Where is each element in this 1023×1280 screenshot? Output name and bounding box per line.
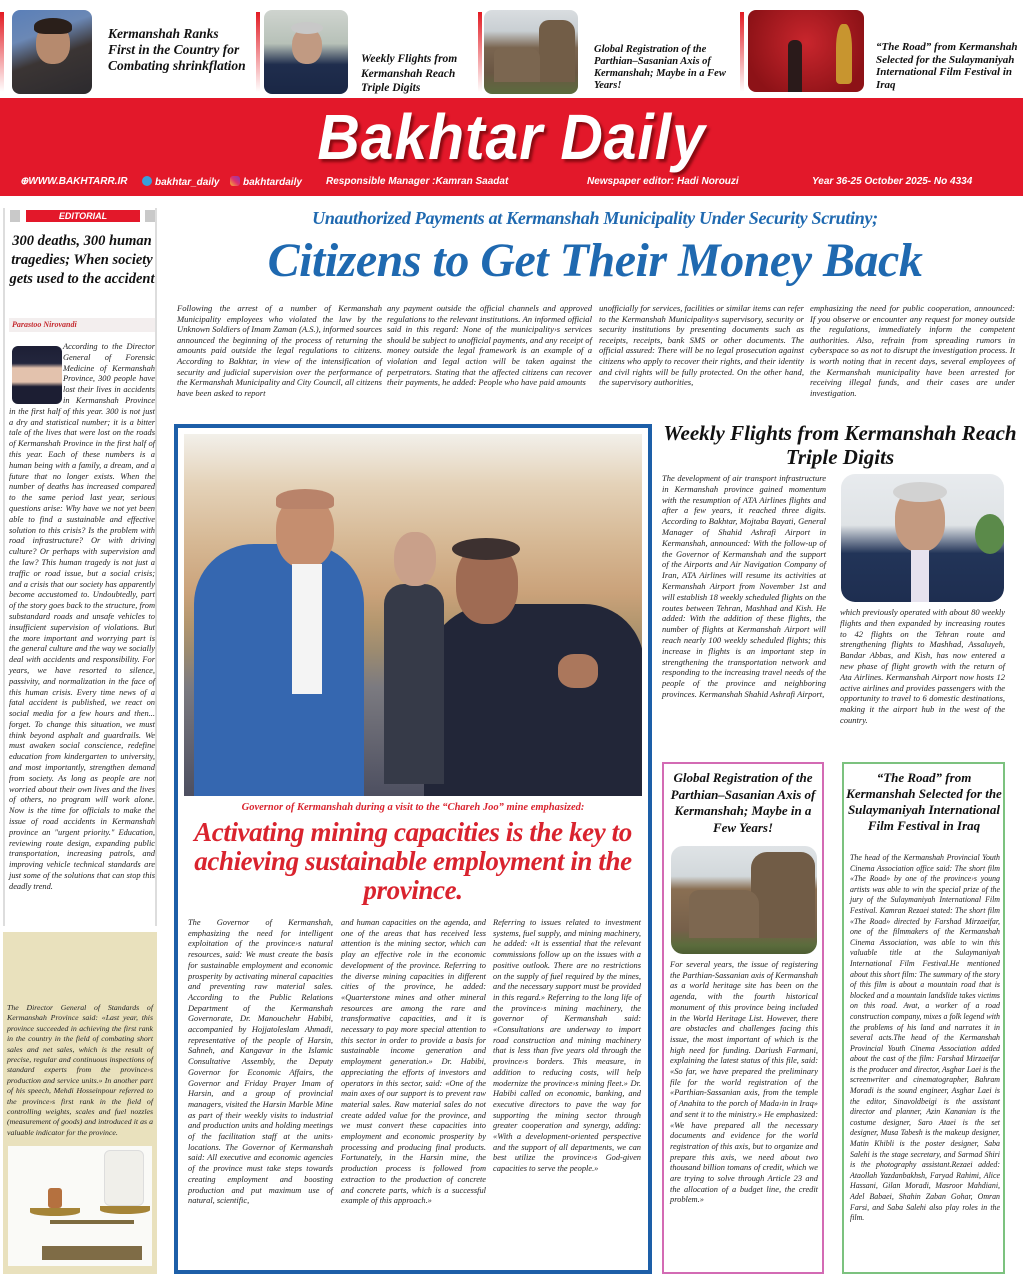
flights-column-1: The development of air transport infrastructure in Kermanshah province gained momentum with the resumption of ATA Airlines flights and after a few years, it reached three digits. According to Bakhtar, Mojtaba Bayati, General Manager of Shahid Ashrafi Airport in Kermanshah, announced: With the follow-up of the Governor of Kermanshah and the support of the Airports and Air Navigation Company of Iran, ATA Airlines will resume its activities at Kermanshah Airport from November 1st and will establish 18 weekly scheduled flights on the routes between Tehran, Mashhad and Kish. He added: With the addition of these flights, the number of flights at Kermanshah Airport will reach nearly 100 weekly scheduled flights; this increase in flights is an important step in strengthening the transportation network and responding to the increasing travel needs of the people of the province and neighboring provinces. Kermanshah Shahid Ashrafi Airport,: [662, 473, 826, 699]
lead-column-4: emphasizing the need for public cooperation, announced: If you observe or encounter any request for money outside the regulations, immediately inform the competent authorities. Also, refrain from spreading rumors in cyberspace so as not to disrupt the investigation process. It is worth noting that in recent days, several employees of the Kermanshah municipality have been arrested for receiving illegal funds, and their cases are under investigation.: [810, 303, 1015, 398]
editorial-column: [3, 208, 157, 926]
flights-photo: [841, 474, 1004, 602]
lead-column-2: any payment outside the official channels and approved regulations to the relevant institutions. An informed official said in this regard: None of the municipality›s services should be subject to unofficial payments, and any receipt of money outside the legal framework is an example of a violation and legal action will be taken against the perpetrators. Stating that the affected citizens can recover their payments, he added: People who have paid amounts: [387, 303, 592, 388]
mining-column-1: The Governor of Kermanshah, emphasizing the need for intelligent exploitation of the province›s natural resources, said: We must create the basis for sustainable employment and economic prosperity by activating mineral capacities and preventing raw material sales. According to the Public Relations Department of the Kermanshah Governorate, Dr. Manouchehr Habibi, accompanied by Hojjatoleslam Ahmadi, representative of the people of Harsin, Sahneh, and Kangavar in the Islamic Consultative Assembly, the Deputy Governor for Economic Affairs, the Governor and Friday Prayer Imam of Harsin, and a group of provincial managers, visited the Harsin Marble Mine as part of their weekly visits to industrial and production units and holding meetings of the facilitation staff at the units› locations. The Governor of Kermanshah said: All executive and economic agencies of the province must take steps towards creating employment and boosting production and put maximum use of natural, scientific,: [188, 918, 333, 1206]
mining-photo: [184, 434, 642, 796]
teaser-thumbnail: [264, 10, 348, 94]
lead-headline: Citizens to Get Their Money Back: [267, 234, 923, 287]
film-article: [842, 762, 1005, 1274]
teaser-accent-bar: [478, 12, 482, 92]
editorial-title: 300 deaths, 300 human tragedies; When society gets used to the accident: [9, 233, 155, 287]
mining-article: [174, 424, 652, 1274]
editorial-label: EDITORIAL: [26, 210, 140, 222]
shrinkflation-body: The Director General of Standards of Kermanshah Province said: «Last year, this province succeeded in achieving the first rank in the country in the field of combating short sales and net sales, which is the result of precise, regular and continuous inspections of standard experts from the province›s production and service units.» In another part of his speech, Mehdi Hosseinpour referred to the province›s first rank in the field of controlling weights, scales and fuel nozzles (measurement of goods) and introduced it as a valuable indicator for the province.: [7, 1003, 153, 1137]
lead-column-3: unofficially for services, facilities or similar items can refer to the Kermanshah Municipality›s supervisory, security or security institutions by presenting documents such as receipts, receipts, bank SMS or other documents. The official assured: There will be no legal prosecution against citizens who apply to recover their rights, and their identity and civil rights will be fully protected. On the other hand, the supervisory authorities,: [599, 303, 804, 388]
teaser-thumbnail: [748, 10, 864, 92]
teaser-title: Global Registration of the Parthian–Sasanian Axis of Kermanshah; Maybe in a Few Years!: [594, 44, 726, 91]
heritage-body: For several years, the issue of registering the Parthian-Sassanian axis of Kermanshah as a world heritage site has been on the agenda, with the fourth historical monument of this province being included in the World Heritage List. However, there are obstacles and challenges facing this issue, the most important of which is the high need for funding. Dariush Farmani, explaining the latest status of this file, said: «So far, we have prepared the preliminary file for the world registration of the «Parthian-Sassanian axis, from the temple of Anahita to the porch of Mada›in in Iraq» and sent it to the ministry.» He emphasized: «We have prepared all the necessary documents and evidence for the world registration of this axis, but to organize and prepare this axis, we need about two thousand billion tomans of credit, which we are trying to solve through Article 23 and the allocation of a budget line, the credit problem.»: [670, 960, 818, 1205]
teaser-accent-bar: [256, 12, 260, 92]
editorial-body: According to the Director General of Forensic Medicine of Kermanshah Province, 300 people have lost their lives in accidents in Kermanshah Province in the first half of this year. 300 is not just a dry and statistical number; it is a bitter tale of the lives that were lost on the roads of Kermanshah Province in the first half of this year. Each of these numbers is a human being with a family, a dream, and a future that no longer exists. When the number of deaths has increased compared to the same period last year, serious questions arise: Why have we not yet been able to find a sustainable and effective solution to this crisis? Is the problem with road infrastructure? Or with driving culture? Or perhaps with supervision and the law? This human tragedy is not just a traffic or road issue, but a social crisis; and a crisis that our society has apparently become accustomed to. Undoubtedly, part of the story goes back to the structure, from substandard roads and unsafe vehicles to insufficient supervision of violations. But the more important and worrying part is the general culture and the way we socially deal with accidents and responsibility. For years, we have resorted to silence, passivity, and normalization in the face of this human crisis. Every time news of a fatal accident is published, we react on social media for a few hours and then... forget. To change this situation, we must think beyond asphalt and guardrails. We must awaken social conscience, redefine education from kindergarten to university, and most importantly, strengthen demand from society. As long as people are not worried about their own lives and the lives of others, no program will work alone. Now is the time for officials to make the issue of road accidents in Kermanshah province an "urgent priority." Education, reviewing route design, expanding public transportation, increasing patrols, and improving vehicle technical standards are just some of the solutions that can stop this deadly trend.: [9, 342, 155, 891]
film-body: The head of the Kermanshah Provincial Youth Cinema Association office said: The short film «The Road» by one of the province›s young artists was able to win the special prize of the jury of the Sulaymaniyah International Film Festival. Kamran Rezaei stated: The short film «The Road» directed by Farshad Mirzaeifar, one of the filmmakers of the Kermanshah Cinema Association, was able to win this valuable title at the Sulaymaniyah International Film Festival.He mentioned about this short film: The summary of the story of this film is about a mountain road that is blocked and a mountain landslide takes victims on this road. Avat, a worker of a road construction company, mixes a folk legend with the problems of his land and narrates it in several acts.The head of the Kermanshah Provincial Youth Cinema Association added about the cast of the film: Farshad Mirzaeifar is the producer and director, Asghar Laei is the screenwriter and cinematographer, Bahram Moradi is the sound engineer, Asghar Laei is the editor, Sinavoldbeigi is the assistant director and planner, Azin Kananian is the costume designer, Saro Ataei is the set designer, Musa Tabesh is the makeup designer, Matin Khibli is the poster designer, Saba Salehi is the stage secretary, and Sarmad Shiri is the photography assistant.Rezaei added: Ataollah Yazdanbakhsh, Faryad Rahimi, Alice Hassani, Gilan Moradi, Masroor Mahdiani, Adel Babaei, Shahin Zaban Gohar, Omran Farsi, and Saba Salehi also play roles in the film.: [850, 853, 1000, 1223]
newspaper-logo: Bakhtar Daily: [317, 101, 706, 173]
teaser-title: Kermanshah Ranks First in the Country for Combating shrinkflation: [108, 26, 246, 73]
teaser-film[interactable]: [740, 8, 1023, 94]
heritage-article: [662, 762, 824, 1274]
teaser-shrinkflation[interactable]: [0, 8, 250, 94]
heritage-photo: [671, 846, 817, 954]
shrinkflation-article: [3, 932, 157, 1274]
teaser-title: “The Road” from Kermanshah Selected for the Sulaymaniyah International Film Festival in Iraq: [876, 41, 1018, 91]
mining-column-2: and human capacities on the agenda, and one of the areas that has received less attention is the mining sector, which can play an effective role in the economic development of the province. Referring to the diverse mining capacities in different cities of the province, he added: «Quarterstone mines and other mineral resources are among the rare and transformative capacities, and it is necessary to pay more special attention to this sector in order to provide a basis for sustainable income generation and employment generation.» Dr. Habibi, appreciating the efforts of investors and operators in this sector, said: «One of the main axes of our support is to prevent raw material sales. Raw material sales do not create added value for the province, and we must convert these capacities into employment and economic prosperity by processing and producing final products. Fortunately, in the Harsin mine, the production process is followed from extraction to the production of concrete and concrete parts, which is a successful example of this approach.»: [341, 918, 486, 1206]
teaser-thumbnail: [12, 10, 92, 94]
responsible-manager: Responsible Manager :Kamran Saadat: [326, 176, 509, 187]
editorial-author: Parastoo Nirovandi: [9, 318, 155, 332]
mining-headline: Activating mining capacities is the key to achieving sustainable employment in the province.: [194, 817, 632, 905]
issue-info: Year 36-25 October 2025- No 4334: [812, 176, 973, 187]
newspaper-editor: Newspaper editor: Hadi Norouzi: [587, 176, 739, 187]
teaser-accent-bar: [0, 12, 4, 92]
flights-headline: Weekly Flights from Kermanshah Reach Triple Digits: [663, 421, 1017, 469]
teaser-heritage[interactable]: [478, 8, 738, 94]
telegram-icon: [142, 176, 152, 186]
heritage-headline: Global Registration of the Parthian–Sasanian Axis of Kermanshah; Maybe in a Few Years!: [670, 770, 816, 835]
instagram-icon: [230, 176, 240, 186]
teaser-accent-bar: [740, 12, 744, 92]
film-headline: “The Road” from Kermanshah Selected for the Sulaymaniyah International Film Festival in Iraq: [846, 770, 1002, 833]
flights-column-2: which previously operated with about 80 weekly flights and then expanded by increasing routes to 42 flights on the Tehran route and strengthening flights to Mashhad, Assaluyeh, Bandar Abbas, and Kish, has now entered a new phase of flight growth with the return of Ata Airlines. Kermanshah Airport now hosts 12 active airlines and provides passengers with the opportunity to travel to 6 domestic destinations, making it the airport hub in the west of the country.: [840, 607, 1005, 725]
masthead: [0, 98, 1023, 196]
website-link[interactable]: ⊕WWW.BAKHTARR.IR: [20, 176, 128, 187]
globe-icon: ⊕: [20, 176, 29, 187]
teaser-thumbnail: [484, 10, 578, 94]
teaser-flights[interactable]: [256, 8, 476, 94]
teaser-title: Weekly Flights from Kermanshah Reach Triple Digits: [361, 53, 458, 94]
mining-column-3: Referring to issues related to investment systems, fuel supply, and mining machinery, he added: «It is essential that the relevant commissions follow up on the issues with a positive outlook. There are no restrictions on the supply of fuel required by the mines, and the necessary support must be provided in this regard.» Referring to the long life of the province›s mining machinery, the governor of Kermanshah said: «Consultations are underway to import road construction and mining machinery that is less than five years old through the province›s borders. This measure, in addition to reducing costs, will help modernize the province›s mining fleet.» Dr. Habibi called on economic, banking, and executive directors to pave the way for supporting the mining sector through greater cooperation and synergy, adding: «With a development-oriented perspective and the support of all departments, we can best utilize the province›s God-given capacities to serve the people.»: [493, 918, 641, 1174]
mining-kicker: Governor of Kermanshah during a visit to the “Chareh Joo” mine emphasized:: [241, 802, 585, 813]
scale-image: [8, 1146, 152, 1266]
lead-kicker: Unauthorized Payments at Kermanshah Municipality Under Security Scrutiny;: [312, 208, 878, 228]
telegram-link[interactable]: bakhtar_daily: [142, 176, 219, 188]
instagram-link[interactable]: bakhtardaily: [230, 176, 302, 188]
lead-column-1: Following the arrest of a number of Kermanshah Municipality employees who violated the law by the Unknown Soldiers of Imam Zaman (A.S.), informed sources announced the beginning of the process of returning the amounts paid outside the legal regulations to citizens. According to Bakhtar, in view of the intensification of security and judicial supervision over the performance of the Kermanshah Municipality and City Council, all citizens have been asked to report: [177, 303, 382, 398]
